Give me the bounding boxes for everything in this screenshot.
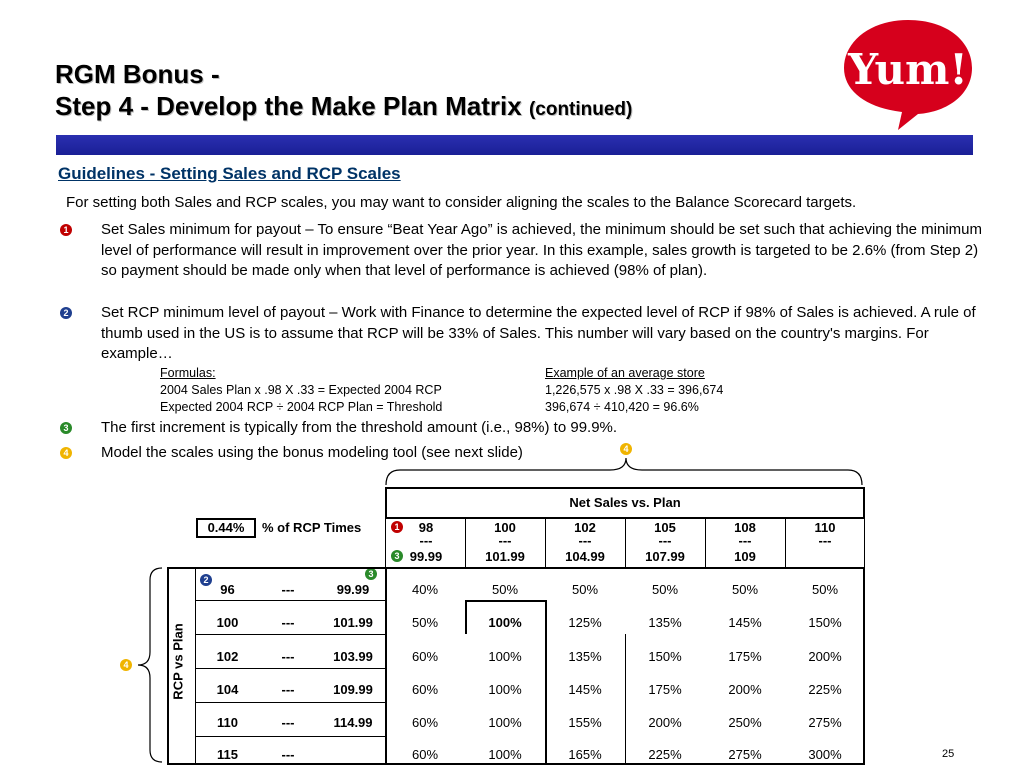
col-low-6: 110: [814, 520, 836, 535]
row5-low: 110: [217, 715, 238, 730]
row4-high: 109.99: [333, 682, 373, 697]
row5-dash: ---: [281, 715, 295, 730]
example-header: Example of an average store: [545, 366, 705, 380]
formulas-block: [160, 365, 442, 416]
row1-low: 96: [220, 582, 235, 597]
col-dash-5: ---: [738, 533, 752, 548]
row2-val6: 150%: [808, 615, 842, 630]
row2-val5: 145%: [728, 615, 762, 630]
row2-high: 101.99: [333, 615, 373, 630]
matrix-body-box: [167, 567, 865, 765]
row5-val3: 155%: [568, 715, 602, 730]
bullet-marker-1: 1: [60, 224, 72, 236]
row5-val1: 60%: [411, 715, 439, 730]
guideline-bullet-4: [60, 443, 990, 465]
marker-4-top: 4: [620, 443, 632, 455]
guideline-bullet-1: [60, 220, 990, 304]
title-line-2: Step 4 - Develop the Make Plan Matrix: [55, 91, 522, 121]
row2-low: 100: [216, 615, 239, 630]
bullet-text-3: The first increment is typically from the threshold amount (i.e., 98%) to 99.9%.: [101, 419, 618, 436]
row3-val2: 100%: [488, 649, 522, 664]
example-line-2: 396,674 ÷ 410,420 = 96.6%: [545, 400, 699, 414]
bullet-marker-4: 4: [60, 447, 72, 459]
bullet-text-2: Set RCP minimum level of payout – Work with Finance to determine the expected level of RCP if 98% of Sales is achieved. A rule of thumb used in the US is to assume that RCP will be 33% of Sales. This number will vary based on the country's margins. For example…: [101, 304, 976, 363]
threshold-cell-box: [465, 600, 545, 634]
row6-dash: ---: [281, 747, 295, 762]
row5-val5: 250%: [728, 715, 762, 730]
row3-val4: 150%: [648, 649, 682, 664]
rcp-times-label: % of RCP Times: [262, 520, 362, 535]
example-block: [545, 365, 723, 416]
marker-4-left: 4: [120, 659, 132, 671]
guidelines-heading: Guidelines - Setting Sales and RCP Scales: [58, 164, 401, 183]
row6-val6: 300%: [808, 747, 842, 762]
col-high-1: 99.99: [409, 549, 443, 564]
marker-1-table: 1: [391, 521, 403, 533]
row2-dash: ---: [281, 615, 295, 630]
row2-val3: 125%: [568, 615, 602, 630]
example-line-1: 1,226,575 x .98 X .33 = 396,674: [545, 383, 724, 397]
formula-line-2: Expected 2004 RCP ÷ 2004 RCP Plan = Threshold: [160, 400, 443, 414]
left-brace: [138, 568, 162, 762]
bullet-marker-3: 3: [60, 422, 72, 434]
row1-val3: 50%: [571, 582, 599, 597]
col-high-4: 107.99: [645, 549, 685, 564]
row1-val4: 50%: [651, 582, 679, 597]
row4-val3: 145%: [568, 682, 602, 697]
col-dash-4: ---: [658, 533, 672, 548]
col-low-2: 100: [494, 520, 516, 535]
row1-val5: 50%: [731, 582, 759, 597]
col-high-5: 109: [734, 549, 756, 564]
row3-val1: 60%: [411, 649, 439, 664]
col-dash-1: ---: [419, 533, 433, 548]
row3-dash: ---: [281, 649, 295, 664]
row1-val1: 40%: [411, 582, 439, 597]
slide-title: [55, 58, 632, 126]
bullet-text-1: Set Sales minimum for payout – To ensure “Beat Year Ago” is achieved, the minimum should be set such that achieving the minimum level of performance will result in improvement over the prior year. In this example, sales growth is targeted to be 2.6% (from Step 2) so payment should be made only when that level of performance is achieved (98% of plan).: [101, 221, 983, 280]
rcp-vs-plan-label: RCP vs Plan: [170, 623, 186, 700]
bullet-text-4: Model the scales using the bonus modeling tool (see next slide): [101, 444, 523, 461]
row1-dash: ---: [281, 582, 295, 597]
row2-val1: 50%: [411, 615, 439, 630]
row2-val2: 100%: [488, 615, 522, 630]
row6-val2: 100%: [488, 747, 522, 762]
row1-val2: 50%: [491, 582, 519, 597]
row6-val5: 275%: [728, 747, 762, 762]
row3-val5: 175%: [728, 649, 762, 664]
row4-val4: 175%: [648, 682, 682, 697]
formula-line-1: 2004 Sales Plan x .98 X .33 = Expected 2004 RCP: [160, 383, 442, 397]
col-low-5: 108: [734, 520, 756, 535]
marker-2-table: 2: [200, 574, 212, 586]
row2-val4: 135%: [648, 615, 682, 630]
row4-val6: 225%: [808, 682, 842, 697]
title-divider-bar: [56, 135, 973, 155]
page-number: 25: [942, 748, 955, 760]
row6-low: 115: [217, 747, 238, 762]
row5-val2: 100%: [488, 715, 522, 730]
row1-val6: 50%: [811, 582, 839, 597]
row4-low: 104: [216, 682, 239, 697]
col-high-3: 104.99: [565, 549, 605, 564]
net-sales-header: Net Sales vs. Plan: [569, 495, 681, 510]
col-dash-6: ---: [818, 533, 832, 548]
marker-3-row: 3: [365, 568, 377, 580]
net-sales-header-box: [385, 487, 865, 519]
row3-low: 102: [216, 649, 239, 664]
col-low-3: 102: [574, 520, 596, 535]
formulas-header: Formulas:: [160, 366, 216, 380]
row5-high: 114.99: [333, 715, 373, 730]
guideline-bullet-3: [60, 418, 990, 440]
row6-val3: 165%: [568, 747, 602, 762]
row3-high: 103.99: [333, 649, 373, 664]
row6-val1: 60%: [411, 747, 439, 762]
col-high-2: 101.99: [485, 549, 525, 564]
bullet-marker-2: 2: [60, 307, 72, 319]
row5-val6: 275%: [808, 715, 842, 730]
row6-val4: 225%: [648, 747, 682, 762]
col-low-1: 98: [418, 520, 434, 535]
row4-val1: 60%: [411, 682, 439, 697]
guidelines-intro: For setting both Sales and RCP scales, you may want to consider aligning the scales to the Balance Scorecard targets.: [66, 194, 857, 211]
row5-val4: 200%: [648, 715, 682, 730]
yum-logo: [838, 12, 978, 132]
title-line-1: RGM Bonus -: [55, 59, 220, 89]
row1-high: 99.99: [336, 582, 370, 597]
logo-text: Yum!: [848, 45, 968, 94]
row3-val6: 200%: [808, 649, 842, 664]
col-low-4: 105: [654, 520, 676, 535]
guideline-bullet-2: [60, 303, 990, 367]
row4-val5: 200%: [728, 682, 762, 697]
row4-val2: 100%: [488, 682, 522, 697]
col-dash-2: ---: [498, 533, 512, 548]
row4-dash: ---: [281, 682, 295, 697]
marker-3-table: 3: [391, 550, 403, 562]
col-dash-3: ---: [578, 533, 592, 548]
title-continued: (continued): [528, 99, 633, 120]
rcp-times-value: 0.44%: [196, 518, 256, 538]
row3-val3: 135%: [568, 649, 602, 664]
